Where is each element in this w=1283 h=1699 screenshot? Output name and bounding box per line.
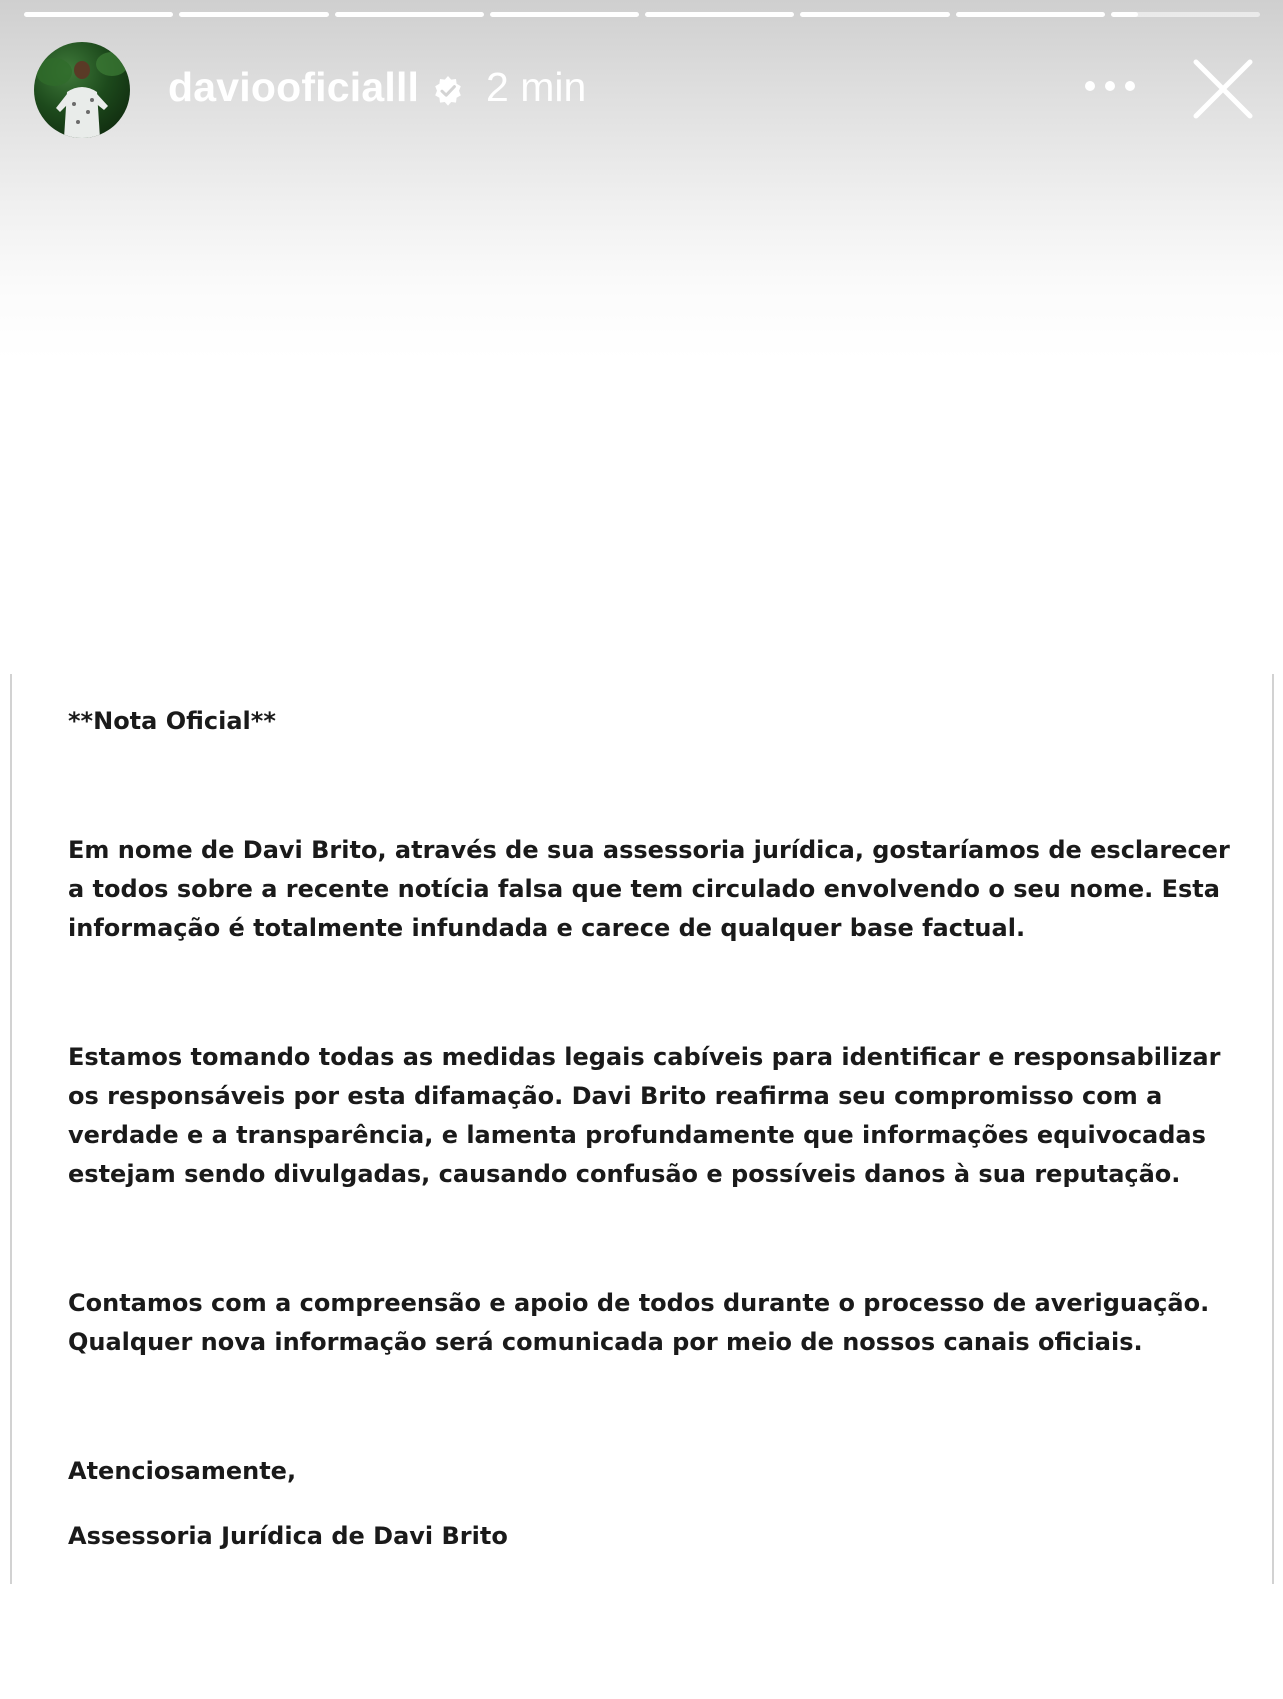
progress-segment [1111,12,1260,17]
progress-segment [24,12,173,17]
document-title: **Nota Oficial** [68,707,276,735]
official-note-document [10,674,1274,1584]
document-paragraph-3: Contamos com a compreensão e apoio de todos durante o processo de averiguação. Qualquer nova informação será comunicada por meio de nossos canais oficiais. [68,1289,1210,1356]
document-paragraph-2: Estamos tomando todas as medidas legais cabíveis para identificar e responsabilizar os responsáveis por esta difamação. Davi Brito reafirma seu compromisso com a verdade e a transparência, e lamenta profundamente que informações equivocadas estejam sendo divulgadas, causando confusão e possíveis danos à sua reputação. [68,1043,1221,1188]
avatar-image [34,42,130,138]
more-options-icon[interactable] [1080,72,1140,100]
progress-segment [335,12,484,17]
progress-segment-fill [1111,12,1138,17]
progress-segment-fill [490,12,639,17]
close-icon[interactable] [1192,58,1254,120]
story-header [34,40,1253,140]
document-signature: Assessoria Jurídica de Davi Brito [68,1522,508,1550]
username[interactable]: daviooficialll [168,64,420,110]
user-avatar[interactable] [34,42,130,138]
progress-segment-fill [956,12,1105,17]
progress-segment-fill [24,12,173,17]
progress-segment [645,12,794,17]
progress-segment-fill [179,12,328,17]
progress-segment [490,12,639,17]
document-closing: Atenciosamente, [68,1457,297,1485]
progress-segment-fill [335,12,484,17]
progress-segment [179,12,328,17]
document-paragraph-1: Em nome de Davi Brito, através de sua assessoria jurídica, gostaríamos de esclarecer a todos sobre a recente notícia falsa que tem circulado envolvendo o seu nome. Esta informação é totalmente infundada e carece de qualquer base factual. [68,836,1230,942]
progress-segment-fill [645,12,794,17]
progress-segment-fill [800,12,949,17]
progress-segment [956,12,1105,17]
document-body [68,702,1238,1556]
post-time: 2 min [486,64,587,110]
verified-badge-icon [432,75,464,107]
story-progress-bar [24,12,1260,17]
progress-segment [800,12,949,17]
